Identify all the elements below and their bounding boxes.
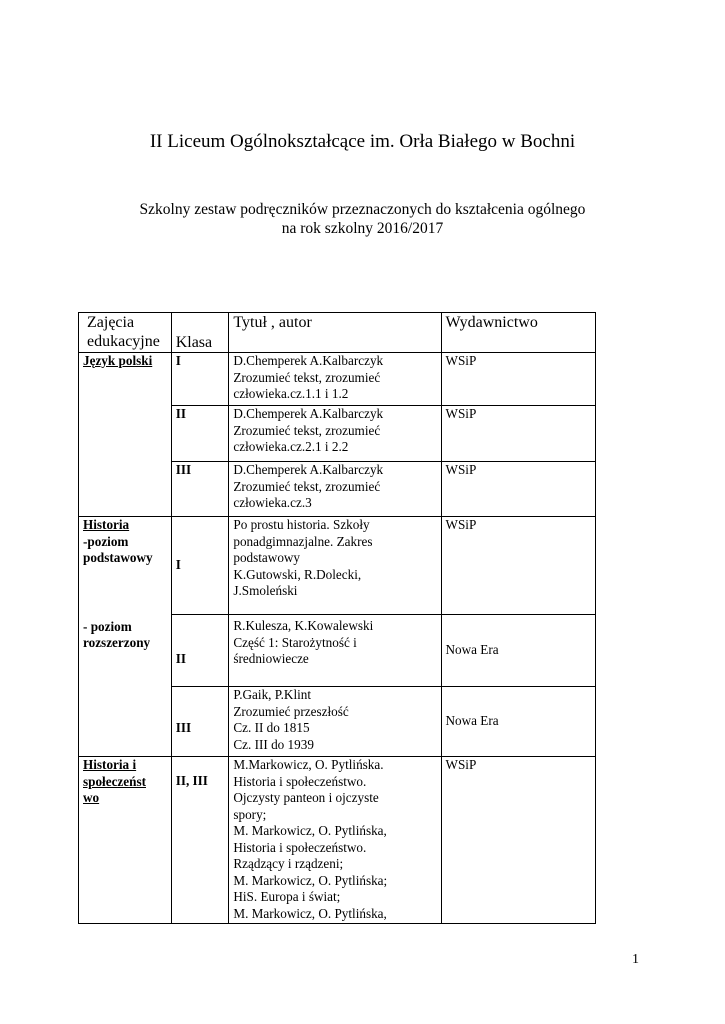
class-cell: III xyxy=(171,462,229,517)
document-subtitle xyxy=(0,200,725,238)
table-row xyxy=(79,353,596,406)
class-cell: I xyxy=(171,517,229,615)
subject-cell-polski: Język polski xyxy=(79,353,172,517)
publisher-cell: WSiP xyxy=(441,517,596,615)
publisher-cell: WSiP xyxy=(441,406,596,462)
subject-cell-his: Historia i społeczeńst wo xyxy=(79,757,172,924)
table-row xyxy=(79,757,596,924)
title-author-cell: P.Gaik, P.Klint Zrozumieć przeszłość Cz. II do 1815 Cz. III do 1939 xyxy=(229,687,441,757)
header-publisher: Wydawnictwo xyxy=(441,313,596,353)
title-author-cell: M.Markowicz, O. Pytlińska. Historia i społeczeństwo. Ojczysty panteon i ojczyste spory; M. Markowicz, O. Pytlińska, Historia i społeczeństwo. Rządzący i rządzeni; M. Markowicz, O. Pytlińska; HiS. Europa i świat; M. Markowicz, O. Pytlińska, xyxy=(229,757,441,924)
textbook-table xyxy=(78,312,596,924)
title-author-cell: D.Chemperek A.Kalbarczyk Zrozumieć tekst, zrozumieć człowieka.cz.3 xyxy=(229,462,441,517)
header-class: Klasa xyxy=(171,313,229,353)
page-title: II Liceum Ogólnokształcące im. Orła Białego w Bochni xyxy=(149,131,576,152)
page-number: 1 xyxy=(632,952,639,967)
subtitle-line-2: na rok szkolny 2016/2017 xyxy=(281,220,444,237)
header-title-author: Tytuł , autor xyxy=(229,313,441,353)
publisher-cell: Nowa Era xyxy=(441,687,596,757)
title-author-cell: R.Kulesza, K.Kowalewski Część 1: Starożytność i średniowiecze xyxy=(229,615,441,687)
subtitle-line-1: Szkolny zestaw podręczników przeznaczonych do kształcenia ogólnego xyxy=(139,201,586,218)
title-author-cell: Po prostu historia. Szkoły ponadgimnazjalne. Zakres podstawowy K.Gutowski, R.Dolecki, J.Smoleński xyxy=(229,517,441,615)
publisher-cell: WSiP xyxy=(441,353,596,406)
class-cell: III xyxy=(171,687,229,757)
header-subject: Zajęcia edukacyjne xyxy=(79,313,172,353)
publisher-cell: WSiP xyxy=(441,757,596,924)
publisher-cell: Nowa Era xyxy=(441,615,596,687)
table-row xyxy=(79,517,596,615)
table-header-row xyxy=(79,313,596,353)
subject-cell-historia: Historia -poziom podstawowy - poziom rozszerzony xyxy=(79,517,172,757)
publisher-cell: WSiP xyxy=(441,462,596,517)
class-cell: II xyxy=(171,615,229,687)
title-author-cell: D.Chemperek A.Kalbarczyk Zrozumieć tekst, zrozumieć człowieka.cz.2.1 i 2.2 xyxy=(229,406,441,462)
class-cell: II xyxy=(171,406,229,462)
title-author-cell: D.Chemperek A.Kalbarczyk Zrozumieć tekst, zrozumieć człowieka.cz.1.1 i 1.2 xyxy=(229,353,441,406)
class-cell: II, III xyxy=(171,757,229,924)
class-cell: I xyxy=(171,353,229,406)
